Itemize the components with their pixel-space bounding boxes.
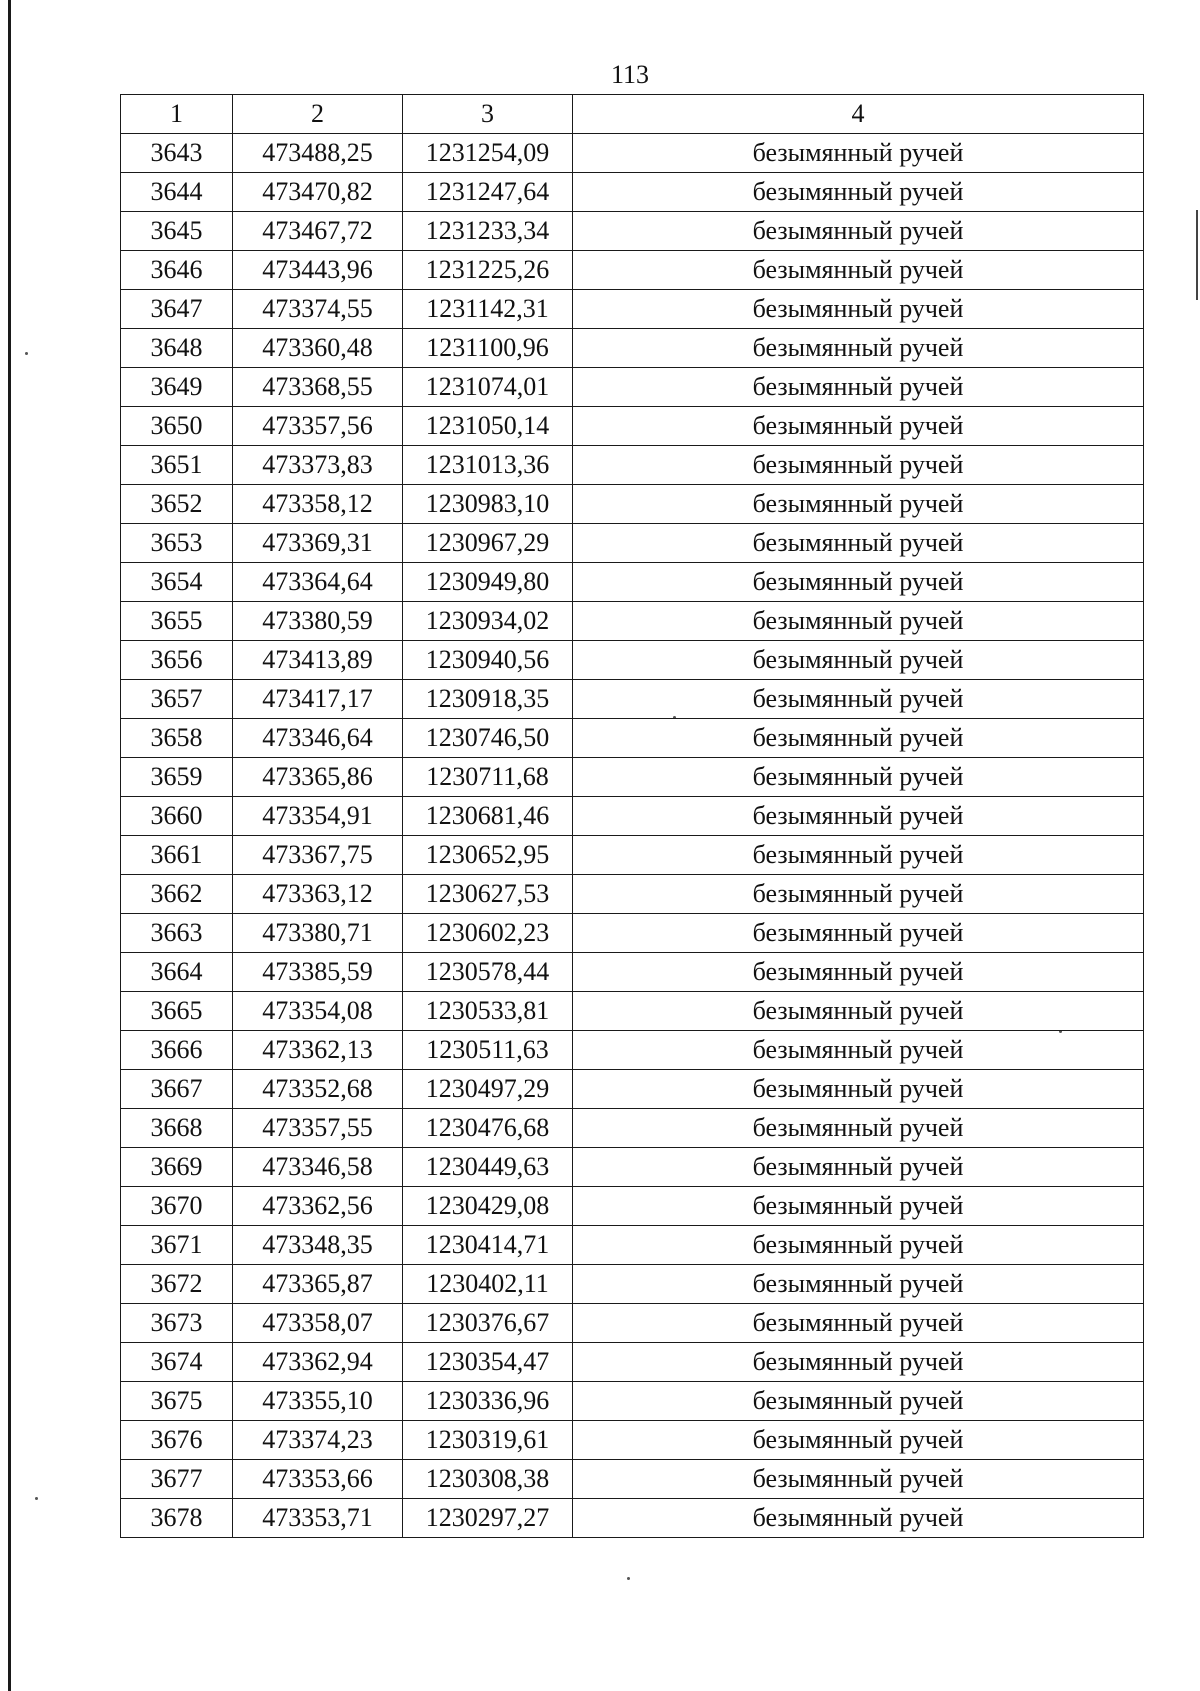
description-cell: безымянный ручей: [573, 953, 1144, 992]
table-row: [121, 680, 1144, 719]
point-number-cell: 3648: [121, 329, 233, 368]
table-row: [121, 1343, 1144, 1382]
y-coordinate-cell: 1230476,68: [403, 1109, 573, 1148]
y-coordinate-cell: 1230934,02: [403, 602, 573, 641]
point-number-cell: 3674: [121, 1343, 233, 1382]
description-cell: безымянный ручей: [573, 251, 1144, 290]
description-cell: безымянный ручей: [573, 797, 1144, 836]
x-coordinate-cell: 473380,71: [233, 914, 403, 953]
x-coordinate-cell: 473374,55: [233, 290, 403, 329]
point-number-cell: 3644: [121, 173, 233, 212]
x-coordinate-cell: 473413,89: [233, 641, 403, 680]
y-coordinate-cell: 1230711,68: [403, 758, 573, 797]
x-coordinate-cell: 473488,25: [233, 134, 403, 173]
y-coordinate-cell: 1231247,64: [403, 173, 573, 212]
table-row: [121, 212, 1144, 251]
point-number-cell: 3646: [121, 251, 233, 290]
description-cell: безымянный ручей: [573, 641, 1144, 680]
y-coordinate-cell: 1230429,08: [403, 1187, 573, 1226]
description-cell: безымянный ручей: [573, 1148, 1144, 1187]
table-row: [121, 797, 1144, 836]
x-coordinate-cell: 473369,31: [233, 524, 403, 563]
x-coordinate-cell: 473358,12: [233, 485, 403, 524]
y-coordinate-cell: 1230319,61: [403, 1421, 573, 1460]
table-row: [121, 719, 1144, 758]
point-number-cell: 3650: [121, 407, 233, 446]
y-coordinate-cell: 1230967,29: [403, 524, 573, 563]
table-row: [121, 368, 1144, 407]
description-cell: безымянный ручей: [573, 758, 1144, 797]
description-cell: безымянный ручей: [573, 212, 1144, 251]
x-coordinate-cell: 473365,86: [233, 758, 403, 797]
table-body: [121, 134, 1144, 1538]
y-coordinate-cell: 1230402,11: [403, 1265, 573, 1304]
table-row: [121, 1226, 1144, 1265]
point-number-cell: 3643: [121, 134, 233, 173]
y-coordinate-cell: 1230336,96: [403, 1382, 573, 1421]
description-cell: безымянный ручей: [573, 290, 1144, 329]
x-coordinate-cell: 473470,82: [233, 173, 403, 212]
description-cell: безымянный ручей: [573, 1499, 1144, 1538]
x-coordinate-cell: 473346,58: [233, 1148, 403, 1187]
y-coordinate-cell: 1230578,44: [403, 953, 573, 992]
x-coordinate-cell: 473353,66: [233, 1460, 403, 1499]
y-coordinate-cell: 1230949,80: [403, 563, 573, 602]
point-number-cell: 3647: [121, 290, 233, 329]
x-coordinate-cell: 473380,59: [233, 602, 403, 641]
x-coordinate-cell: 473357,55: [233, 1109, 403, 1148]
x-coordinate-cell: 473354,08: [233, 992, 403, 1031]
description-cell: безымянный ручей: [573, 1304, 1144, 1343]
table-row: [121, 875, 1144, 914]
description-cell: безымянный ручей: [573, 407, 1144, 446]
x-coordinate-cell: 473443,96: [233, 251, 403, 290]
point-number-cell: 3662: [121, 875, 233, 914]
y-coordinate-cell: 1231142,31: [403, 290, 573, 329]
x-coordinate-cell: 473362,13: [233, 1031, 403, 1070]
point-number-cell: 3661: [121, 836, 233, 875]
x-coordinate-cell: 473367,75: [233, 836, 403, 875]
x-coordinate-cell: 473417,17: [233, 680, 403, 719]
description-cell: безымянный ручей: [573, 329, 1144, 368]
x-coordinate-cell: 473346,64: [233, 719, 403, 758]
x-coordinate-cell: 473353,71: [233, 1499, 403, 1538]
x-coordinate-cell: 473362,94: [233, 1343, 403, 1382]
table-row: [121, 641, 1144, 680]
y-coordinate-cell: 1230652,95: [403, 836, 573, 875]
table-row: [121, 1421, 1144, 1460]
description-cell: безымянный ручей: [573, 1265, 1144, 1304]
description-cell: безымянный ручей: [573, 485, 1144, 524]
scan-edge-right: [1196, 210, 1198, 300]
x-coordinate-cell: 473374,23: [233, 1421, 403, 1460]
x-coordinate-cell: 473362,56: [233, 1187, 403, 1226]
y-coordinate-cell: 1230308,38: [403, 1460, 573, 1499]
y-coordinate-cell: 1230918,35: [403, 680, 573, 719]
table-row: [121, 836, 1144, 875]
y-coordinate-cell: 1230376,67: [403, 1304, 573, 1343]
description-cell: безымянный ручей: [573, 134, 1144, 173]
point-number-cell: 3665: [121, 992, 233, 1031]
point-number-cell: 3649: [121, 368, 233, 407]
table-row: [121, 914, 1144, 953]
y-coordinate-cell: 1231013,36: [403, 446, 573, 485]
point-number-cell: 3655: [121, 602, 233, 641]
point-number-cell: 3671: [121, 1226, 233, 1265]
point-number-cell: 3676: [121, 1421, 233, 1460]
x-coordinate-cell: 473364,64: [233, 563, 403, 602]
scan-speck: [35, 1497, 38, 1500]
y-coordinate-cell: 1230297,27: [403, 1499, 573, 1538]
description-cell: безымянный ручей: [573, 602, 1144, 641]
table-row: [121, 953, 1144, 992]
description-cell: безымянный ручей: [573, 173, 1144, 212]
point-number-cell: 3658: [121, 719, 233, 758]
table-row: [121, 446, 1144, 485]
x-coordinate-cell: 473385,59: [233, 953, 403, 992]
description-cell: безымянный ручей: [573, 1109, 1144, 1148]
point-number-cell: 3670: [121, 1187, 233, 1226]
y-coordinate-cell: 1231074,01: [403, 368, 573, 407]
y-coordinate-cell: 1230449,63: [403, 1148, 573, 1187]
y-coordinate-cell: 1230414,71: [403, 1226, 573, 1265]
description-cell: безымянный ручей: [573, 1460, 1144, 1499]
table-row: [121, 524, 1144, 563]
table-row: [121, 1460, 1144, 1499]
x-coordinate-cell: 473348,35: [233, 1226, 403, 1265]
table-row: [121, 1187, 1144, 1226]
table-row: [121, 758, 1144, 797]
table-row: [121, 1148, 1144, 1187]
description-cell: безымянный ручей: [573, 563, 1144, 602]
description-cell: безымянный ручей: [573, 836, 1144, 875]
page-number: 113: [610, 60, 650, 89]
description-cell: безымянный ручей: [573, 446, 1144, 485]
description-cell: безымянный ручей: [573, 1421, 1144, 1460]
column-header-4: 4: [573, 95, 1144, 134]
table-row: [121, 563, 1144, 602]
description-cell: безымянный ручей: [573, 719, 1144, 758]
y-coordinate-cell: 1230940,56: [403, 641, 573, 680]
point-number-cell: 3659: [121, 758, 233, 797]
table-row: [121, 992, 1144, 1031]
description-cell: безымянный ручей: [573, 992, 1144, 1031]
point-number-cell: 3666: [121, 1031, 233, 1070]
y-coordinate-cell: 1231225,26: [403, 251, 573, 290]
point-number-cell: 3657: [121, 680, 233, 719]
point-number-cell: 3677: [121, 1460, 233, 1499]
description-cell: безымянный ручей: [573, 368, 1144, 407]
y-coordinate-cell: 1230746,50: [403, 719, 573, 758]
description-cell: безымянный ручей: [573, 1382, 1144, 1421]
point-number-cell: 3651: [121, 446, 233, 485]
table-row: [121, 134, 1144, 173]
point-number-cell: 3656: [121, 641, 233, 680]
column-header-2: 2: [233, 95, 403, 134]
point-number-cell: 3672: [121, 1265, 233, 1304]
description-cell: безымянный ручей: [573, 1187, 1144, 1226]
description-cell: безымянный ручей: [573, 875, 1144, 914]
x-coordinate-cell: 473357,56: [233, 407, 403, 446]
point-number-cell: 3673: [121, 1304, 233, 1343]
table-row: [121, 407, 1144, 446]
x-coordinate-cell: 473365,87: [233, 1265, 403, 1304]
point-number-cell: 3653: [121, 524, 233, 563]
x-coordinate-cell: 473368,55: [233, 368, 403, 407]
point-number-cell: 3654: [121, 563, 233, 602]
scan-speck: [627, 1577, 630, 1580]
description-cell: безымянный ручей: [573, 1070, 1144, 1109]
column-header-3: 3: [403, 95, 573, 134]
table-header-row: [121, 95, 1144, 134]
point-number-cell: 3645: [121, 212, 233, 251]
point-number-cell: 3652: [121, 485, 233, 524]
x-coordinate-cell: 473363,12: [233, 875, 403, 914]
description-cell: безымянный ручей: [573, 680, 1144, 719]
y-coordinate-cell: 1231050,14: [403, 407, 573, 446]
y-coordinate-cell: 1231100,96: [403, 329, 573, 368]
point-number-cell: 3678: [121, 1499, 233, 1538]
description-cell: безымянный ручей: [573, 914, 1144, 953]
y-coordinate-cell: 1230602,23: [403, 914, 573, 953]
table-row: [121, 251, 1144, 290]
column-header-1: 1: [121, 95, 233, 134]
table-row: [121, 1499, 1144, 1538]
point-number-cell: 3668: [121, 1109, 233, 1148]
table-row: [121, 1265, 1144, 1304]
table-row: [121, 1109, 1144, 1148]
x-coordinate-cell: 473358,07: [233, 1304, 403, 1343]
y-coordinate-cell: 1230354,47: [403, 1343, 573, 1382]
description-cell: безымянный ручей: [573, 1226, 1144, 1265]
x-coordinate-cell: 473467,72: [233, 212, 403, 251]
x-coordinate-cell: 473373,83: [233, 446, 403, 485]
table-row: [121, 485, 1144, 524]
table-row: [121, 1070, 1144, 1109]
table-row: [121, 602, 1144, 641]
x-coordinate-cell: 473355,10: [233, 1382, 403, 1421]
y-coordinate-cell: 1230511,63: [403, 1031, 573, 1070]
point-number-cell: 3675: [121, 1382, 233, 1421]
description-cell: безымянный ручей: [573, 524, 1144, 563]
description-cell: безымянный ручей: [573, 1343, 1144, 1382]
point-number-cell: 3669: [121, 1148, 233, 1187]
point-number-cell: 3667: [121, 1070, 233, 1109]
table-row: [121, 329, 1144, 368]
table-row: [121, 290, 1144, 329]
y-coordinate-cell: 1230681,46: [403, 797, 573, 836]
point-number-cell: 3660: [121, 797, 233, 836]
scan-speck: [25, 352, 28, 355]
table-row: [121, 1031, 1144, 1070]
x-coordinate-cell: 473352,68: [233, 1070, 403, 1109]
table-row: [121, 1382, 1144, 1421]
description-cell: безымянный ручей: [573, 1031, 1144, 1070]
y-coordinate-cell: 1230983,10: [403, 485, 573, 524]
y-coordinate-cell: 1230627,53: [403, 875, 573, 914]
y-coordinate-cell: 1231233,34: [403, 212, 573, 251]
scan-edge-left: [8, 0, 11, 1691]
y-coordinate-cell: 1231254,09: [403, 134, 573, 173]
point-number-cell: 3663: [121, 914, 233, 953]
point-number-cell: 3664: [121, 953, 233, 992]
table-row: [121, 173, 1144, 212]
x-coordinate-cell: 473360,48: [233, 329, 403, 368]
coordinates-table: [120, 94, 1144, 1538]
x-coordinate-cell: 473354,91: [233, 797, 403, 836]
y-coordinate-cell: 1230533,81: [403, 992, 573, 1031]
y-coordinate-cell: 1230497,29: [403, 1070, 573, 1109]
table-row: [121, 1304, 1144, 1343]
